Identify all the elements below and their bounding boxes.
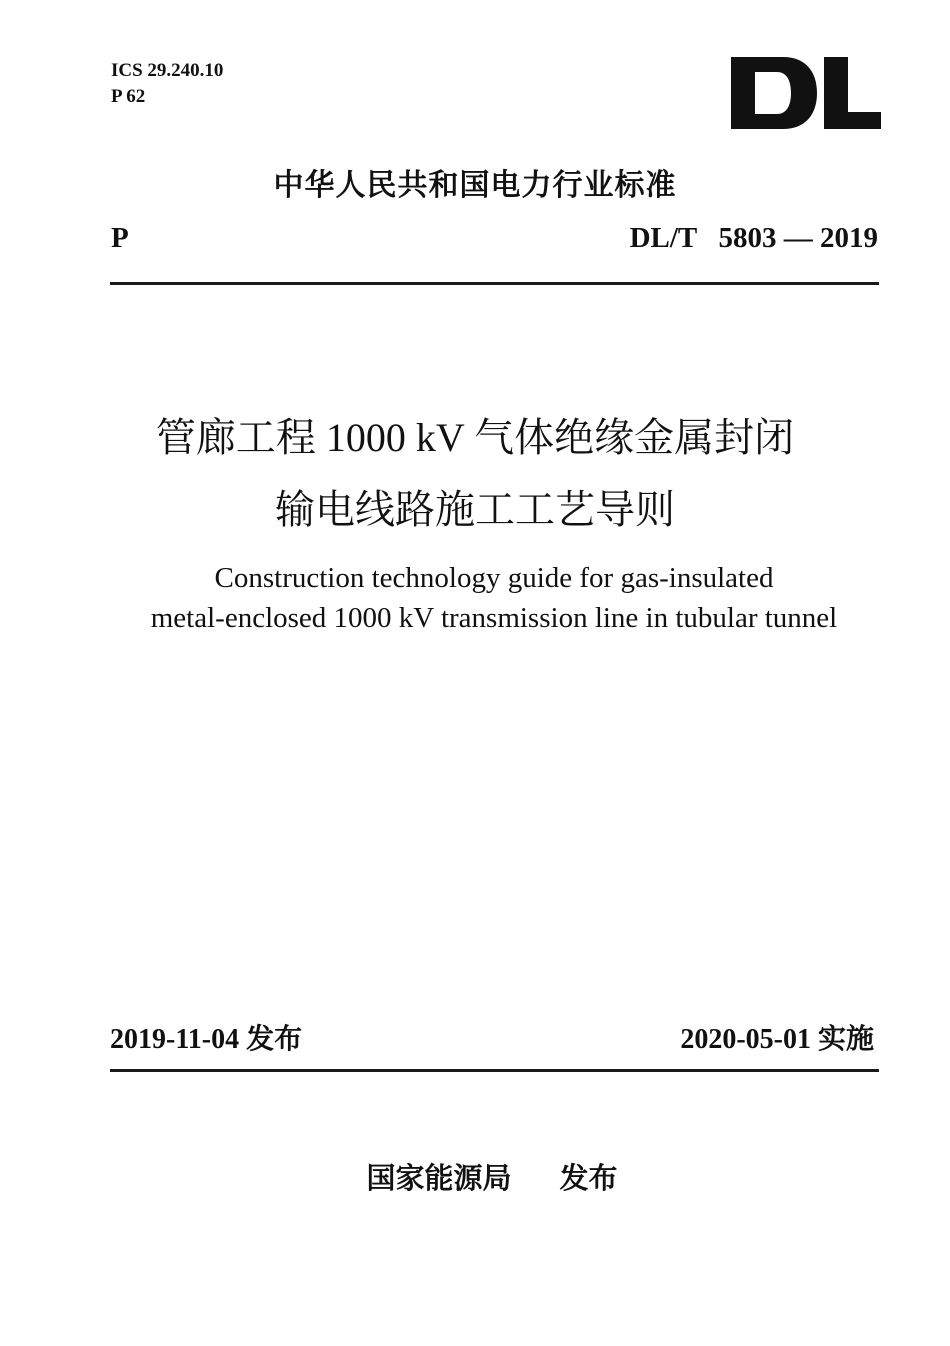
ics-block: [111, 58, 223, 110]
publish-date-block: [110, 1017, 302, 1057]
publish-label: 发布: [246, 1022, 303, 1055]
effective-date-block: [680, 1017, 874, 1057]
title-en-line2: metal-enclosed 1000 kV transmission line in tubular tunnel: [150, 602, 838, 634]
publisher-block: [0, 1156, 950, 1197]
publisher-label: 发布: [559, 1161, 618, 1195]
bottom-divider: [110, 1069, 879, 1072]
ics-code: ICS 29.240.10: [111, 60, 224, 81]
publish-date: 2019-11-04: [110, 1024, 240, 1055]
industry-standard-heading: 中华人民共和国电力行业标准: [273, 168, 677, 203]
classification-code: P: [111, 222, 129, 254]
standard-number: DL/T 5803 — 2019: [629, 222, 878, 254]
dl-logo: [731, 57, 881, 129]
ccs-code: P 62: [111, 86, 146, 107]
title-cn-line1: 管廊工程 1000 kV 气体绝缘金属封闭: [155, 415, 795, 460]
effective-label: 实施: [817, 1022, 874, 1055]
title-en-line1: Construction technology guide for gas-insulated: [214, 562, 774, 594]
title-cn-line2: 输电线路施工工艺导则: [275, 487, 675, 532]
effective-date: 2020-05-01: [680, 1024, 811, 1055]
publisher-name: 国家能源局: [366, 1161, 512, 1195]
top-divider: [110, 282, 879, 285]
